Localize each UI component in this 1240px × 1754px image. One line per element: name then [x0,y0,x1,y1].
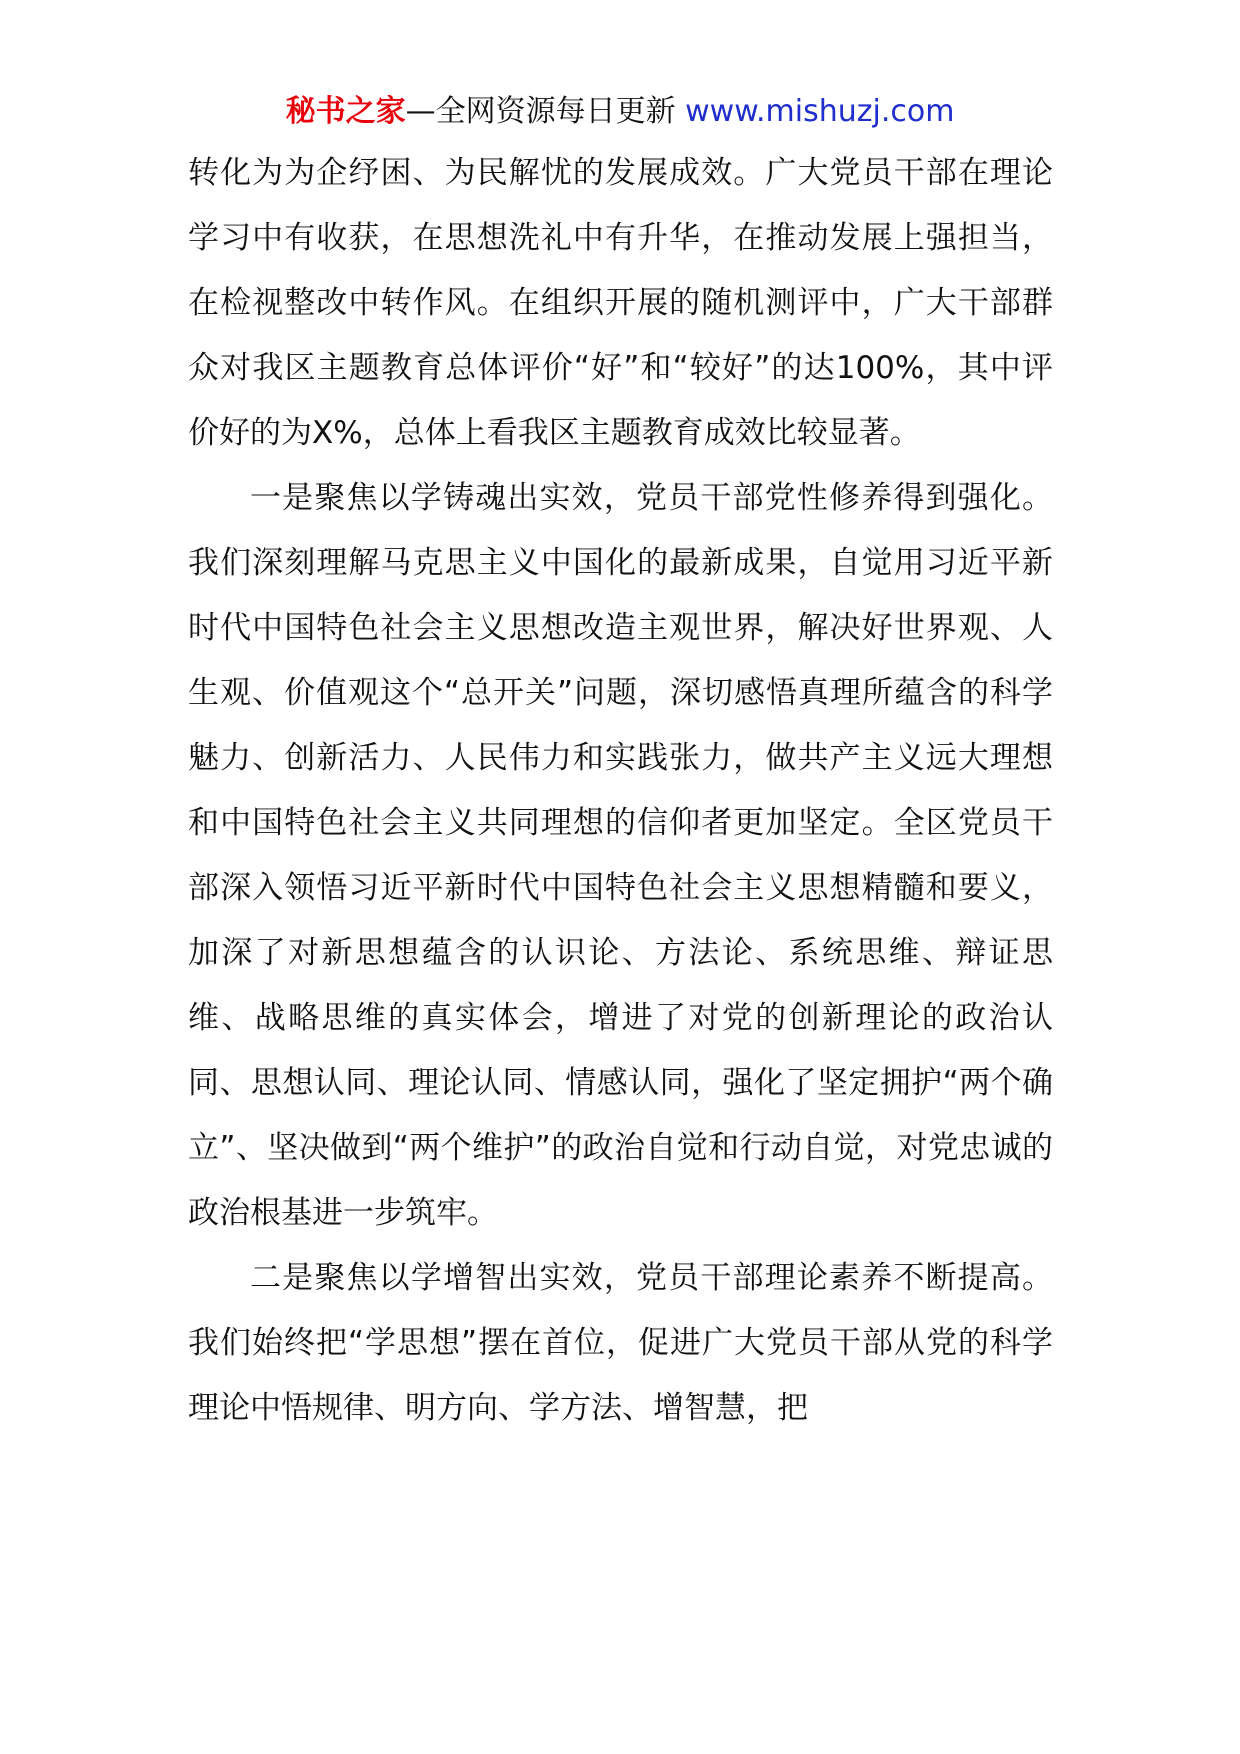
paragraph-point-one: 一是聚焦以学铸魂出实效，党员干部党性修养得到强化。我们深刻理解马克思主义中国化的最新成果，自觉用习近平新时代中国特色社会主义思想改造主观世界，解决好世界观、人生观、价值观这个“总开关”问题，深切感悟真理所蕴含的科学魅力、创新活力、人民伟力和实践张力，做共产主义远大理想和中国特色社会主义共同理想的信仰者更加坚定。全区党员干部深入领悟习近平新时代中国特色社会主义思想精髓和要义，加深了对新思想蕴含的认识论、方法论、系统思维、辩证思维、战略思维的真实体会，增进了对党的创新理论的政治认同、思想认同、理论认同、情感认同，强化了坚定拥护“两个确立”、坚决做到“两个维护”的政治自觉和行动自觉，对党忠诚的政治根基进一步筑牢。 [188,480,1053,1231]
paragraph-continuation: 转化为为企纾困、为民解忧的发展成效。广大党员干部在理论学习中有收获，在思想洗礼中有升华，在推动发展上强担当，在检视整改中转作风。在组织开展的随机测评中，广大干部群众对我区主题教育总体评价“好”和“较好”的达100%，其中评价好的为X%，总体上看我区主题教育成效比较显著。 [188,155,1053,451]
header-tagline: —全网资源每日更新 [405,94,686,129]
header-brand: 秘书之家 [285,94,406,129]
header-url[interactable]: www.mishuzj.com [685,94,955,129]
document-body [188,141,1053,1441]
page-header [0,92,1240,132]
paragraph-point-two: 二是聚焦以学增智出实效，党员干部理论素养不断提高。我们始终把“学思想”摆在首位，促进广大党员干部从党的科学理论中悟规律、明方向、学方法、增智慧，把 [188,1260,1053,1426]
